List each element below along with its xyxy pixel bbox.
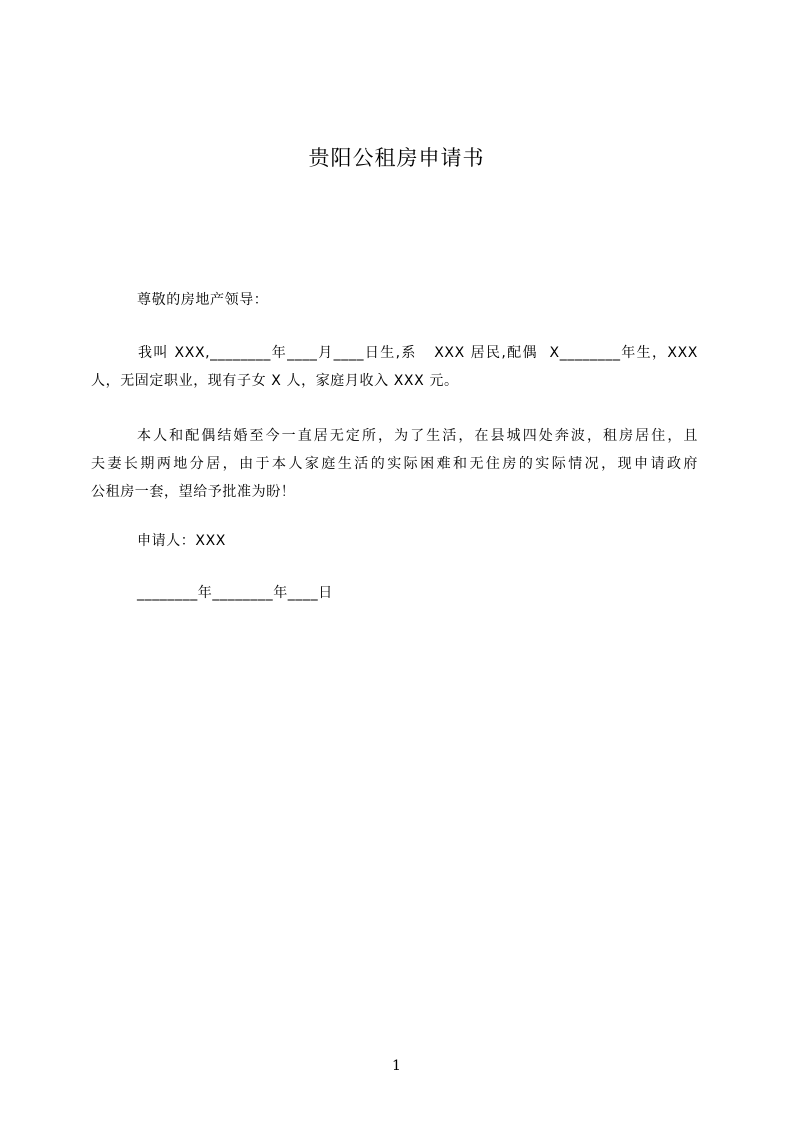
paragraph-1-line-1: 我叫 XXX,________年____月____日生,系 XXX 居民,配偶 X________年生，XXX	[138, 345, 698, 361]
paragraph-2-line-1: 本人和配偶结婚至今一直居无定所，为了生活，在县城四处奔波，租房居住，且	[137, 428, 698, 444]
paragraph-2-line-2: 夫妻长期两地分居，由于本人家庭生活的实际困难和无住房的实际情况，现申请政府	[91, 456, 698, 472]
page-number: 1	[392, 1058, 401, 1074]
date-line: ________年________年____日	[137, 585, 333, 601]
paragraph-1-line-2: 人，无固定职业，现有子女 X 人，家庭月收入 XXX 元。	[91, 373, 459, 389]
salutation: 尊敬的房地产领导：	[137, 292, 269, 308]
document-title: 贵阳公租房申请书	[308, 146, 485, 170]
paragraph-2-line-3: 公租房一套，望给予批准为盼！	[91, 484, 296, 500]
applicant-line: 申请人：XXX	[137, 533, 226, 549]
